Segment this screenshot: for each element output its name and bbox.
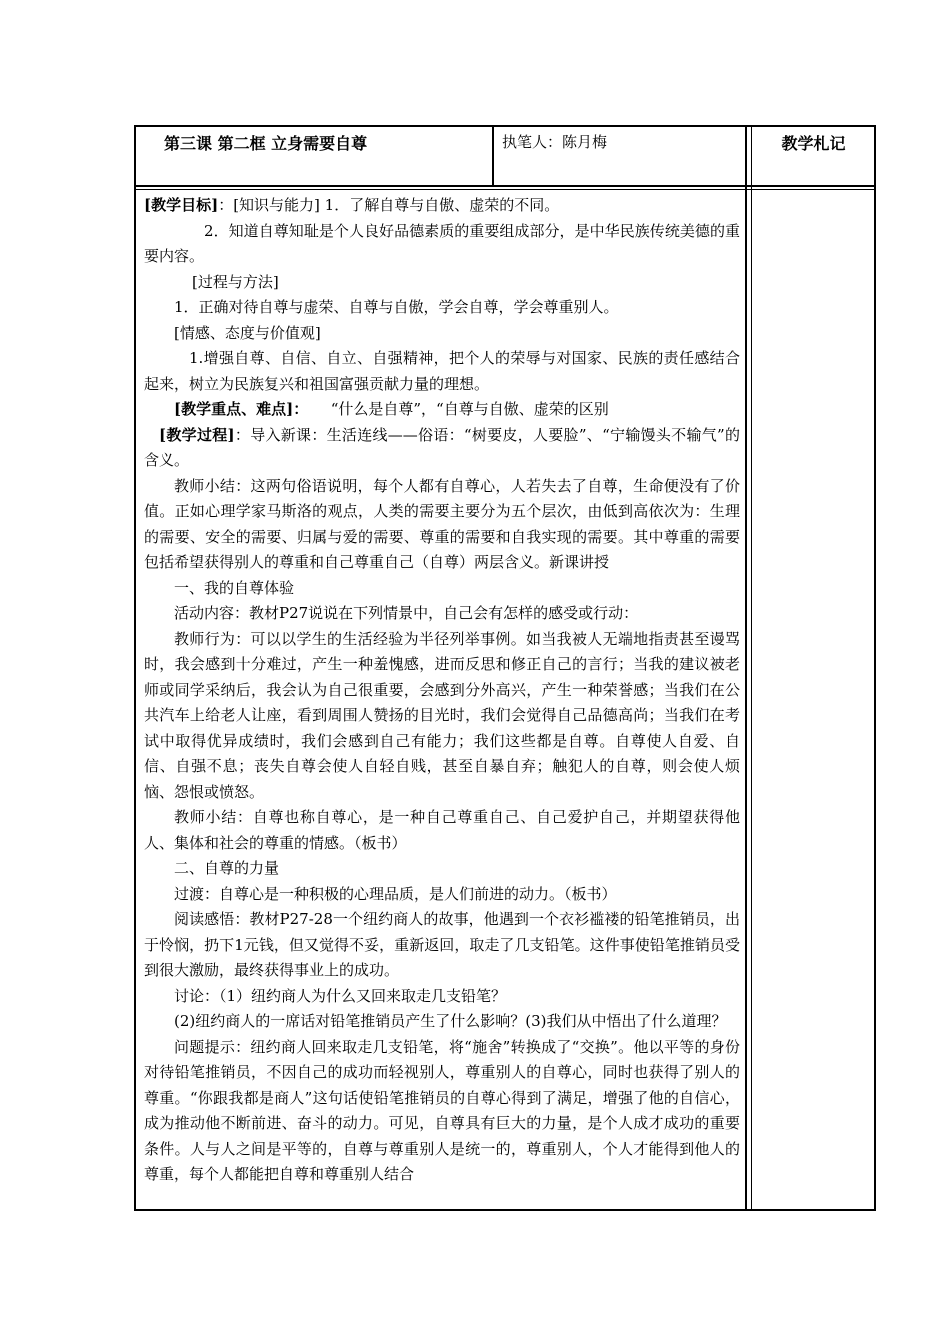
notes-column-divider-inner	[751, 127, 752, 1209]
emotion-heading: [情感、态度与价值观]	[174, 323, 321, 342]
hint-paragraph: 问题提示：纽约商人回来取走几支铅笔，将“施舍”转换成了“交换”。他以平等的身份对待铅笔推销员，不因自己的成功而轻视别人，尊重别人的自尊心，同时也获得了别人的尊重。“你跟我都是商人”这句话使铅笔推销员的自尊心得到了满足，增强了他的自信心，成为推动他不断前进、奋斗的动力。可见，自尊具有巨大的力量，是个人成才成功的重要条件。人与人之间是平等的，自尊与尊重别人是统一的，尊重别人，个人才能得到他人的尊重，每个人都能把自尊和尊重别人结合	[144, 1037, 740, 1183]
teacher-summary-1: 教师小结：这两句俗语说明，每个人都有自尊心，人若失去了自尊，生命便没有了价值。正如心理学家马斯洛的观点，人类的需要主要分为五个层次，由低到高依次为：生理的需要、安全的需要、归属与爱的需要、尊重的需要和自我实现的需要。其中尊重的需要包括希望获得别人的尊重和自己尊重自己（自尊）两层含义。新课讲授	[144, 476, 740, 571]
key-points-paragraph	[144, 397, 740, 423]
header-divider	[136, 185, 874, 187]
key-points-label: [教学重点、难点]：	[174, 400, 301, 418]
teaching-notes-heading: 教学札记	[781, 134, 846, 153]
goals-item-2: 2．知道自尊知耻是个人良好品德素质的重要组成部分，是中华民族传统美德的重要内容。	[144, 221, 740, 265]
goals-label: [教学目标]	[144, 196, 219, 214]
process-text: ：导入新课：生活连线——俗语：“树要皮，人要脸”、“宁输馒头不输气”的含义。	[144, 425, 740, 469]
lesson-title: 第三课 第二框 立身需要自尊	[164, 134, 368, 153]
goals-text: ：[知识与能力] 1．了解自尊与自傲、虚荣的不同。	[218, 196, 560, 214]
process-method-heading: [过程与方法]	[192, 272, 279, 291]
emotion-item: 1.增强自尊、自信、自立、自强精神，把个人的荣辱与对国家、民族的责任感结合起来，树立为民族复兴和祖国富强贡献力量的理想。	[144, 349, 740, 393]
section-heading-1: 一、我的自尊体验	[174, 578, 295, 597]
discussion-paragraph-2: (2)纽约商人的一席话对铅笔推销员产生了什么影响？(3)我们从中悟出了什么道理？	[174, 1012, 727, 1030]
author-label: 执笔人：陈月梅	[502, 133, 608, 151]
notes-column-divider	[745, 127, 747, 1209]
lesson-plan-table	[134, 125, 876, 1211]
lesson-body	[144, 193, 740, 1188]
reading-paragraph: 阅读感悟：教材P27-28一个纽约商人的故事，他遇到一个衣衫褴褛的铅笔推销员，出于怜悯，扔下1元钱，但又觉得不妥，重新返回，取走了几支铅笔。这件事使铅笔推销员受到很大激励，最终获得事业上的成功。	[144, 910, 740, 979]
header-divider-inner	[136, 189, 874, 190]
activity-paragraph: 活动内容：教材P27说说在下列情景中，自己会有怎样的感受或行动：	[174, 604, 639, 622]
process-label: [教学过程]	[159, 425, 235, 444]
process-paragraph	[144, 423, 740, 474]
teacher-action-paragraph: 教师行为：可以以学生的生活经验为半径列举事例。如当我被人无端地指责甚至谩骂时，我会感到十分难过，产生一种羞愧感，进而反思和修正自己的言行；当我的建议被老师或同学采纳后，我会认为自己很重要，会感到分外高兴，产生一种荣誉感；当我们在公共汽车上给老人让座，看到周围人赞扬的目光时，我们会觉得自己品德高尚；当我们在考试中取得优异成绩时，我们会感到自己有能力；我们这些都是自尊。自尊使人自爱、自信、自强不息；丧失自尊会使人自轻自贱，甚至自暴自弃；触犯人的自尊，则会使人烦恼、怨恨或愤怒。	[144, 629, 740, 801]
section-heading-2: 二、自尊的力量	[174, 859, 280, 877]
goals-paragraph	[144, 193, 740, 219]
column-divider	[492, 127, 494, 185]
teacher-summary-2: 教师小结：自尊也称自尊心，是一种自己尊重自己、自己爱护自己，并期望获得他人、集体和社会的尊重的情感。（板书）	[144, 808, 740, 852]
discussion-paragraph: 讨论：（1）纽约商人为什么又回来取走几支铅笔？	[174, 986, 507, 1005]
process-method-item: 1．正确对待自尊与虚荣、自尊与自傲，学会自尊，学会尊重别人。	[174, 298, 619, 316]
transition-paragraph: 过渡：自尊心是一种积极的心理品质，是人们前进的动力。（板书）	[174, 884, 617, 903]
key-points-text: “什么是自尊”，“自尊与自傲、虚荣的区别	[330, 400, 609, 418]
